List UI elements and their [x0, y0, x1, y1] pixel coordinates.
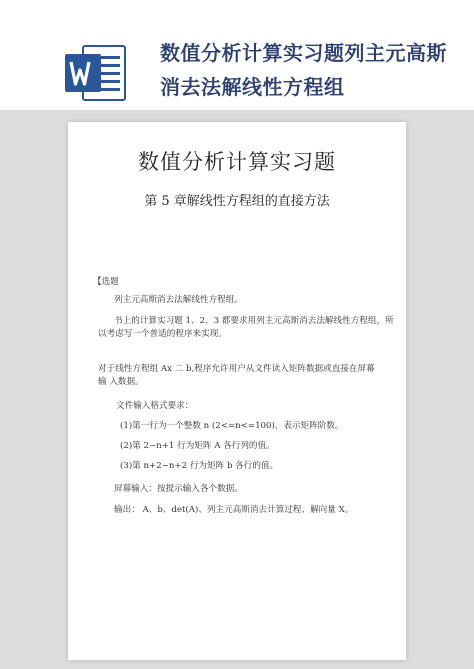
word-document-icon: [63, 44, 127, 102]
list-item: (3)第 n+2~n+2 行为矩阵 b 各行的值。: [120, 461, 279, 471]
document-subtitle: 第 5 章解线性方程组的直接方法: [144, 194, 330, 209]
paragraph: 以考虑写一个普适的程序来实现。: [98, 329, 227, 339]
paragraph: 列主元高斯消去法解线性方程组。: [114, 295, 243, 305]
list-item: (1)第一行为一个整数 n (2<=n<=100)，表示矩阵阶数。: [120, 421, 344, 431]
list-item: (2)第 2~n+1 行为矩阵 A 各行列的值。: [120, 441, 275, 451]
paragraph: 输出： A、b、det(A)、列主元高斯消去计算过程、解向量 X。: [114, 505, 354, 515]
document-title: 数值分析计算实习题: [138, 150, 336, 174]
paragraph: 屏幕输入：按提示输入各个数据。: [114, 484, 243, 494]
paragraph: 对于线性方程组 Ax 二 b,程序允许用户从文件读入矩阵数据或直接在屏幕: [98, 364, 375, 374]
paragraph: 书上的计算实习题 1、2、3 都要求用列主元高斯消去法解线性方程组，所: [114, 316, 394, 326]
paragraph: 文件输入格式要求：: [116, 401, 194, 411]
paragraph: 输 入数据。: [98, 377, 144, 387]
document-page: [68, 122, 406, 660]
header-title: 数值分析计算实习题列主元高斯消去法解线性方程组: [160, 41, 447, 99]
preview-header: [0, 0, 474, 110]
section-label: 【选题: [93, 277, 119, 287]
